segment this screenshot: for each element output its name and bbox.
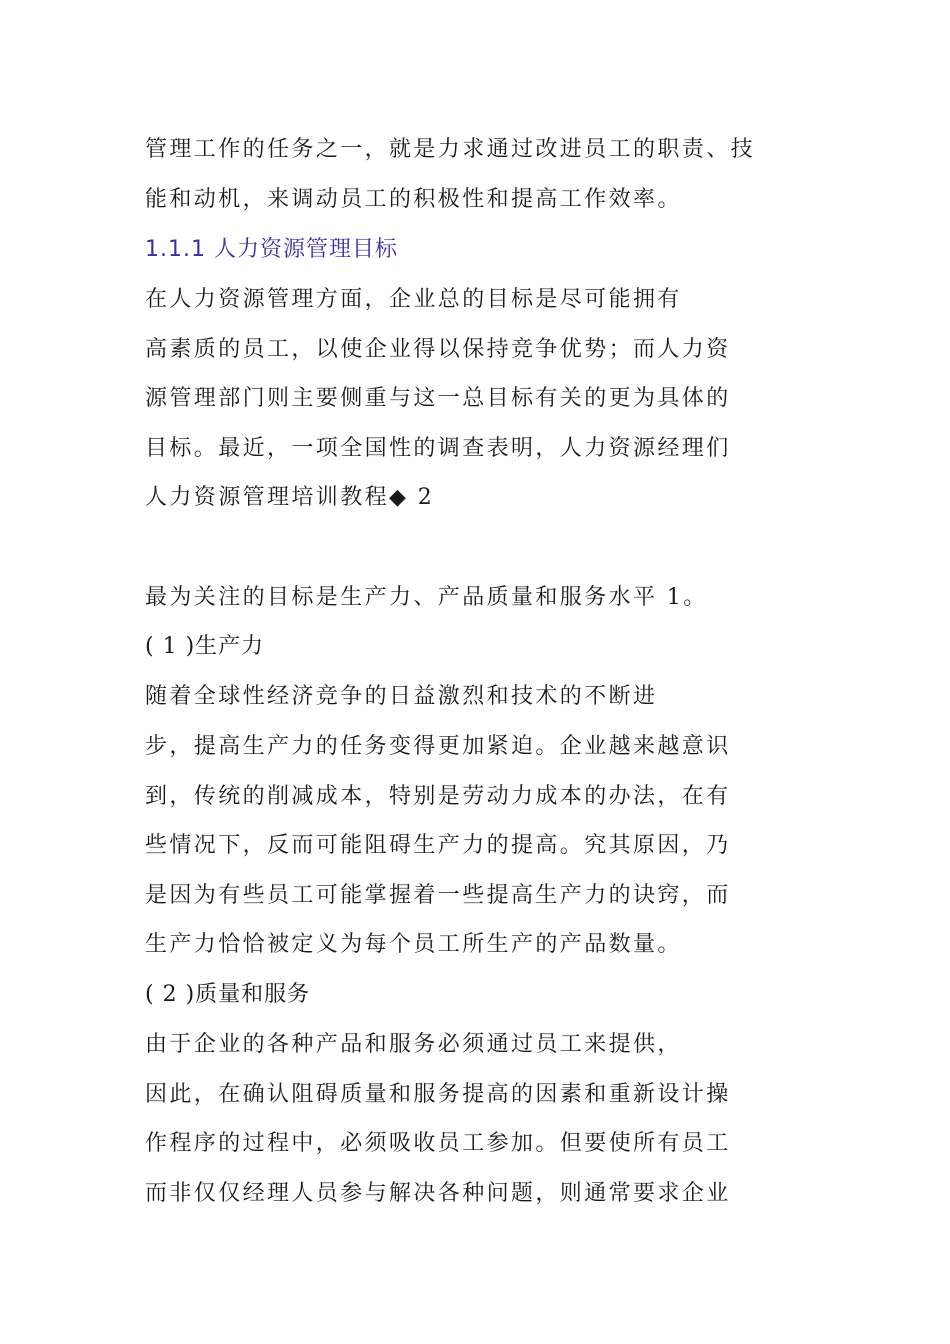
paragraph-line: 是因为有些员工可能掌握着一些提高生产力的诀窍，而 [145,883,731,908]
paragraph-line: 而非仅仅经理人员参与解决各种问题，则通常要求企业 [145,1181,731,1206]
paragraph-line: 些情况下，反而可能阻碍生产力的提高。究其原因，乃 [145,833,731,858]
paragraph-line: 因此，在确认阻碍质量和服务提高的因素和重新设计操 [145,1082,731,1107]
paragraph-line: 步，提高生产力的任务变得更加紧迫。企业越来越意识 [145,734,731,759]
paragraph-line: 随着全球性经济竞争的日益激烈和技术的不断进 [145,684,658,709]
paragraph-line: 管理工作的任务之一，就是力求通过改进员工的职责、技 [145,137,756,162]
page-footer: 人力资源管理培训教程◆ 2 [145,485,435,510]
paragraph-line: 到，传统的削减成本，特别是劳动力成本的办法，在有 [145,784,731,809]
subheading: ( 2 )质量和服务 [145,982,311,1007]
section-heading: 1.1.1 人力资源管理目标 [145,237,398,262]
paragraph-line: 源管理部门则主要侧重与这一总目标有关的更为具体的 [145,386,731,411]
paragraph-line: 目标。最近，一项全国性的调查表明，人力资源经理们 [145,436,731,461]
paragraph-line: 在人力资源管理方面，企业总的目标是尽可能拥有 [145,287,682,312]
paragraph-line: 由于企业的各种产品和服务必须通过员工来提供， [145,1032,682,1057]
paragraph-line: 生产力恰恰被定义为每个员工所生产的产品数量。 [145,932,682,957]
paragraph-line: 高素质的员工，以使企业得以保持竞争优势；而人力资 [145,337,731,362]
subheading: ( 1 )生产力 [145,634,265,659]
paragraph-line: 作程序的过程中，必须吸收员工参加。但要使所有员工 [145,1131,731,1156]
paragraph-line: 最为关注的目标是生产力、产品质量和服务水平 1。 [145,585,708,610]
paragraph-line: 能和动机，来调动员工的积极性和提高工作效率。 [145,187,682,212]
